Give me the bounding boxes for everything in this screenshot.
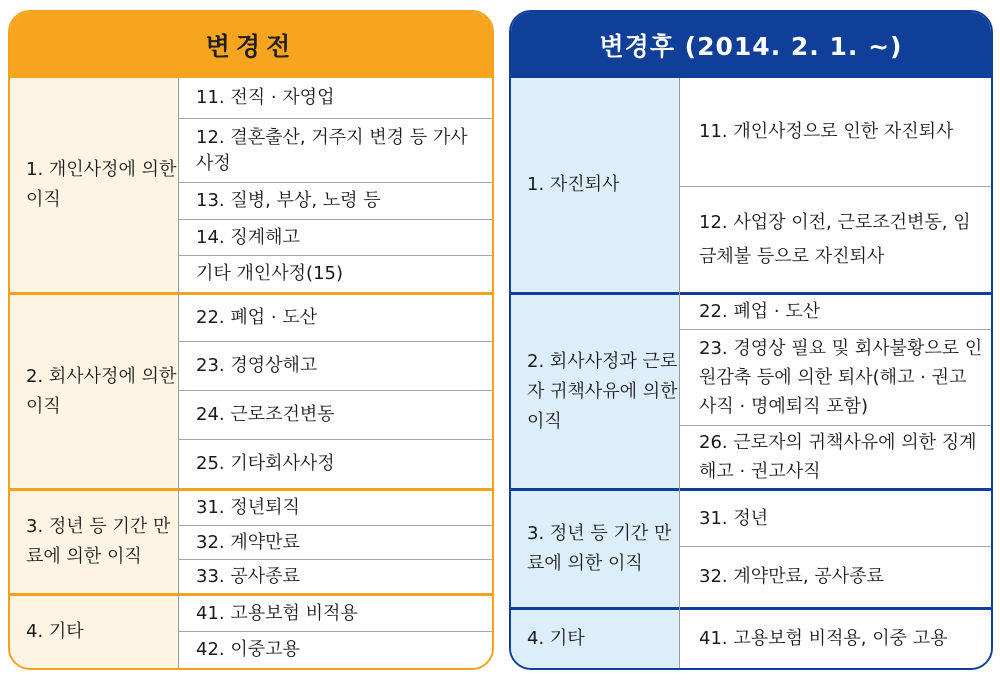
after-header: 변경후 (2014. 2. 1. ~) — [511, 12, 991, 78]
divider — [679, 186, 991, 187]
before-item-24: 24. 근로조건변동 — [178, 391, 492, 439]
before-item-41: 41. 고용보험 비적용 — [178, 596, 492, 631]
divider — [178, 219, 492, 220]
before-item-25: 25. 기타회사사정 — [178, 440, 492, 488]
after-item-32: 32. 계약만료, 공사종료 — [679, 547, 991, 607]
before-group-2 — [10, 295, 492, 488]
before-group-1 — [10, 78, 492, 292]
divider — [679, 425, 991, 426]
before-item-22: 22. 폐업 · 도산 — [178, 295, 492, 341]
before-group-3-category: 3. 정년 등 기간 만료에 의한 이직 — [10, 491, 178, 593]
divider — [178, 118, 492, 119]
before-item-31: 31. 정년퇴직 — [178, 491, 492, 525]
after-group-1 — [511, 78, 991, 292]
after-group-2 — [511, 295, 991, 488]
before-group-3 — [10, 491, 492, 593]
before-group-4-category: 4. 기타 — [10, 596, 178, 668]
after-group-4-category: 4. 기타 — [511, 610, 679, 668]
before-item-11: 11. 전직 · 자영업 — [178, 78, 492, 118]
before-item-33: 33. 공사종료 — [178, 560, 492, 593]
before-item-32: 32. 계약만료 — [178, 526, 492, 559]
divider — [178, 390, 492, 391]
before-item-12: 12. 결혼출산, 거주지 변경 등 가사사정 — [178, 119, 492, 182]
after-group-1-category: 1. 자진퇴사 — [511, 78, 679, 292]
divider — [178, 439, 492, 440]
after-group-3 — [511, 491, 991, 607]
before-item-15: 기타 개인사정(15) — [178, 256, 492, 292]
divider — [679, 546, 991, 547]
after-item-31: 31. 정년 — [679, 491, 991, 546]
divider — [178, 182, 492, 183]
after-group-3-category: 3. 정년 등 기간 만료에 의한 이직 — [511, 491, 679, 607]
divider — [178, 341, 492, 342]
before-header: 변경전 — [10, 12, 492, 78]
after-group-4 — [511, 610, 991, 668]
divider — [178, 559, 492, 560]
column-divider — [178, 78, 179, 668]
after-item-23: 23. 경영상 필요 및 회사불황으로 인원감축 등에 의한 퇴사(해고 · 권고사직 · 명예퇴직 포함) — [679, 330, 991, 425]
before-item-23: 23. 경영상해고 — [178, 342, 492, 390]
divider — [679, 329, 991, 330]
before-item-42: 42. 이중고용 — [178, 632, 492, 668]
after-panel — [509, 10, 993, 670]
before-item-13: 13. 질병, 부상, 노령 등 — [178, 183, 492, 219]
before-group-2-category: 2. 회사사정에 의한 이직 — [10, 295, 178, 488]
before-group-1-category: 1. 개인사정에 의한 이직 — [10, 78, 178, 292]
after-item-12: 12. 사업장 이전, 근로조건변동, 임금체불 등으로 자진퇴사 — [679, 187, 991, 292]
after-item-11: 11. 개인사정으로 인한 자진퇴사 — [679, 78, 991, 186]
after-item-22: 22. 폐업 · 도산 — [679, 295, 991, 329]
after-item-41: 41. 고용보험 비적용, 이중 고용 — [679, 610, 991, 668]
after-item-26: 26. 근로자의 귀책사유에 의한 징계해고 · 권고사직 — [679, 426, 991, 488]
divider — [178, 525, 492, 526]
before-item-14: 14. 징계해고 — [178, 220, 492, 255]
before-group-4 — [10, 596, 492, 668]
before-panel — [8, 10, 494, 670]
divider — [178, 631, 492, 632]
column-divider — [679, 78, 680, 668]
after-group-2-category: 2. 회사사정과 근로자 귀책사유에 의한 이직 — [511, 295, 679, 488]
divider — [178, 255, 492, 256]
